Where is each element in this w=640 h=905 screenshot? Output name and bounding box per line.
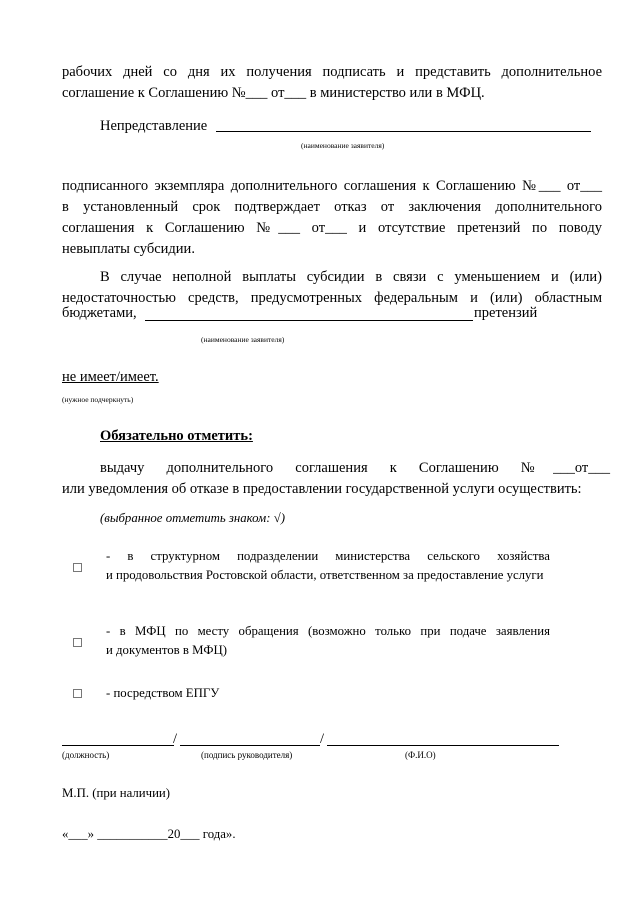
date-line: «___» ___________20___ года». — [62, 827, 236, 841]
has-claims-text: не имеет/имеет. — [62, 369, 159, 385]
option-mfc-checkbox[interactable] — [73, 638, 82, 647]
signature-slash-1: / — [173, 731, 178, 747]
has-claims-caption: (нужное подчеркнуть) — [62, 395, 134, 404]
confirm-paragraph-line4: невыплаты субсидии. — [62, 241, 195, 257]
mandatory-line2: или уведомления об отказе в предоставлении государственной услуги осуществить: — [62, 481, 582, 497]
option-mfc-line2: и документов в МФЦ) — [106, 643, 227, 657]
partial-payment-line3-start: бюджетами, — [62, 305, 137, 321]
confirm-paragraph-line2: в установленный срок подтверждает отказ от заключения дополнительного — [62, 199, 602, 215]
mandatory-heading: Обязательно отметить: — [100, 428, 253, 444]
applicant-name-caption-2: (наименование заявителя) — [201, 335, 285, 344]
option-epgu-checkbox[interactable] — [73, 689, 82, 698]
option-structural-line1: - в структурном подразделении министерства сельского хозяйства — [106, 549, 550, 563]
confirm-paragraph-line1: подписанного экземпляра дополнительного соглашения к Соглашению №___ от___ — [62, 178, 602, 194]
partial-payment-line1: В случае неполной выплаты субсидии в связи с уменьшением и (или) — [100, 269, 602, 285]
applicant-name-line-2 — [145, 320, 473, 321]
full-name-caption: (Ф.И.О) — [405, 750, 436, 760]
top-paragraph-line2: соглашение к Соглашению №___ от___ в министерство или в МФЦ. — [62, 85, 485, 101]
non-submission-label: Непредставление — [100, 118, 208, 134]
signature-line — [180, 745, 320, 746]
option-structural-checkbox[interactable] — [73, 563, 82, 572]
option-structural-line2: и продовольствия Ростовской области, ответственном за предоставление услуги — [106, 568, 544, 582]
full-name-line — [327, 745, 559, 746]
stamp-text: М.П. (при наличии) — [62, 786, 171, 800]
mandatory-hint: (выбранное отметить знаком: √) — [100, 511, 285, 525]
option-epgu-line1: - посредством ЕПГУ — [106, 686, 220, 700]
partial-payment-line3-end: претензий — [474, 305, 538, 321]
position-line — [62, 745, 174, 746]
partial-payment-line2: недостаточностью средств, предусмотренных федеральным и (или) областным — [62, 290, 602, 306]
confirm-paragraph-line3: соглашения к Соглашению №___ от___ и отсутствие претензий по поводу — [62, 220, 602, 236]
top-paragraph-line1: рабочих дней со дня их получения подписать и представить дополнительное — [62, 64, 602, 80]
position-caption: (должность) — [62, 750, 110, 760]
mandatory-line1: выдачу дополнительного соглашения к Соглашению №___от___ — [100, 460, 610, 476]
applicant-name-caption-1: (наименование заявителя) — [301, 141, 385, 150]
signature-caption: (подпись руководителя) — [201, 750, 293, 760]
applicant-name-line-1 — [216, 131, 591, 132]
signature-slash-2: / — [320, 731, 325, 747]
option-mfc-line1: - в МФЦ по месту обращения (возможно только при подаче заявления — [106, 624, 550, 638]
